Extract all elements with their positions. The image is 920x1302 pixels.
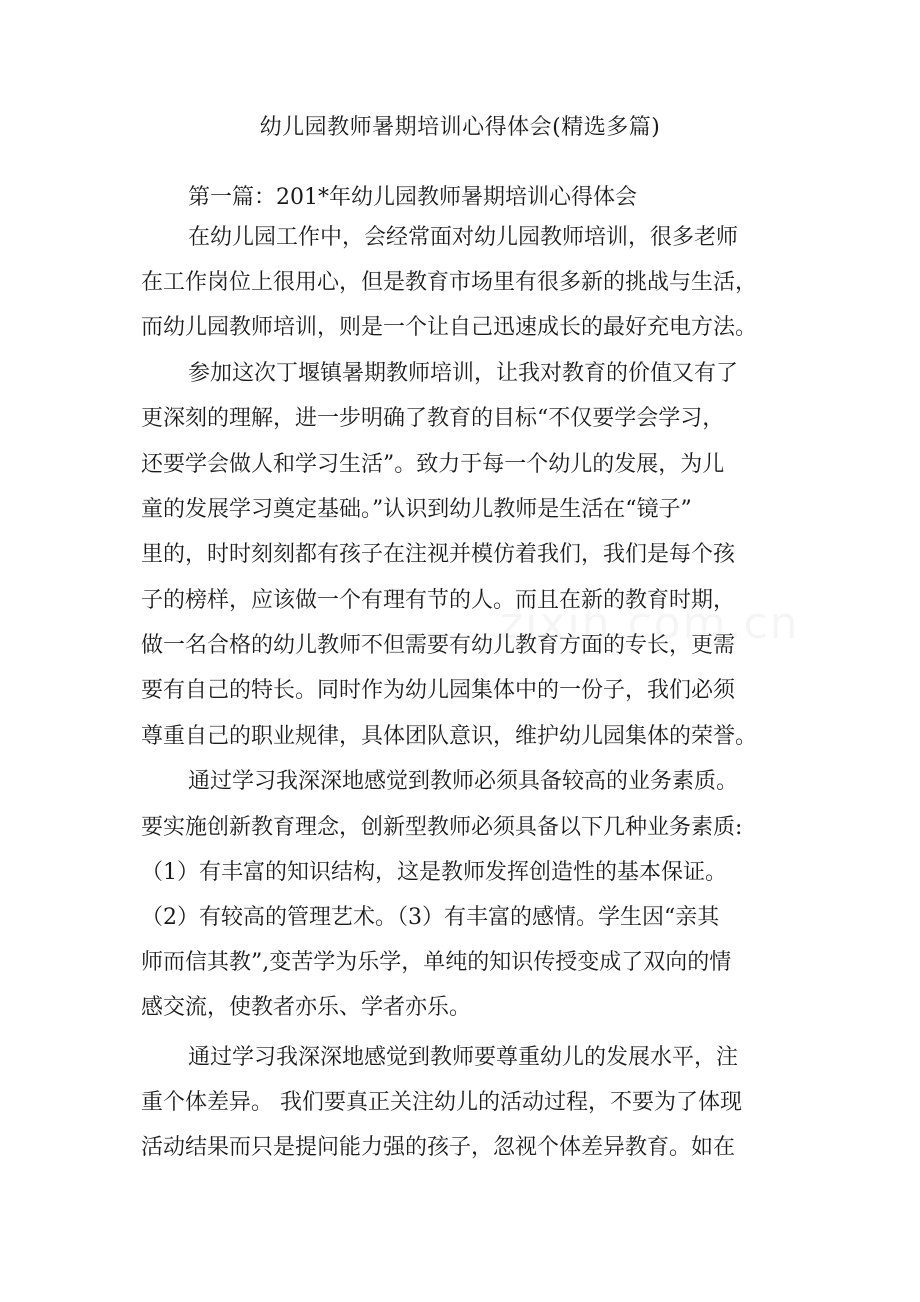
paragraph-line: 里的，时时刻刻都有孩子在注视并模仿着我们，我们是每个孩 (141, 542, 736, 567)
paragraph-line: （1）有丰富的知识结构，这是教师发挥创造性的基本保证。 (141, 860, 727, 885)
document-title: 幼儿园教师暑期培训心得体会(精选多篇) (259, 115, 661, 140)
paragraph-line: 子的榜样，应该做一个有理有节的人。而且在新的教育时期， (141, 588, 736, 613)
paragraph-line: 在幼儿园工作中，会经常面对幼儿园教师培训，很多老师 (188, 225, 739, 250)
paragraph-line: 做一名合格的幼儿教师不但需要有幼儿教育方面的专长，更需 (141, 633, 736, 658)
paragraph-line: 在工作岗位上很用心，但是教育市场里有很多新的挑战与生活， (141, 270, 758, 295)
watermark (500, 598, 800, 649)
paragraph-line: 通过学习我深深地感觉到教师必须具备较高的业务素质。 (188, 769, 739, 794)
paragraph-line: 而幼儿园教师培训，则是一个让自己迅速成长的最好充电方法。 (141, 315, 758, 340)
paragraph-line: 要有自己的特长。同时作为幼儿园集体中的一份子，我们必须 (141, 678, 736, 703)
paragraph-line: 更深刻的理解，进一步明确了教育的目标“不仅要学会学习， (141, 406, 725, 431)
section-heading: 第一篇：201*年幼儿园教师暑期培训心得体会 (188, 185, 637, 210)
paragraph-line: 尊重自己的职业规律，具体团队意识，维护幼儿园集体的荣誉。 (141, 724, 758, 749)
paragraph-line: 活动结果而只是提问能力强的孩子，忽视个体差异教育。如在 (141, 1135, 736, 1160)
paragraph-line: 通过学习我深深地感觉到教师要尊重幼儿的发展水平，注 (188, 1045, 739, 1070)
paragraph-line: 还要学会做人和学习生活”。致力于每一个幼儿的发展，为儿 (141, 452, 725, 477)
paragraph-line: 感交流，使教者亦乐、学者亦乐。 (141, 995, 472, 1020)
paragraph-line: 要实施创新教育理念，创新型教师必须具备以下几种业务素质: (141, 815, 743, 840)
paragraph-line: 师而信其教”,变苦学为乐学，单纯的知识传授变成了双向的情 (141, 950, 732, 975)
paragraph-line: 参加这次丁堰镇暑期教师培训，让我对教育的价值又有了 (188, 361, 739, 386)
paragraph-line: 重个体差异。 我们要真正关注幼儿的活动过程，不要为了体现 (141, 1090, 742, 1115)
paragraph-line: （2）有较高的管理艺术。（3）有丰富的感情。学生因“亲其 (141, 905, 720, 930)
paragraph-line: 童的发展学习奠定基础。”认识到幼儿教师是生活在“镜子” (141, 497, 692, 522)
